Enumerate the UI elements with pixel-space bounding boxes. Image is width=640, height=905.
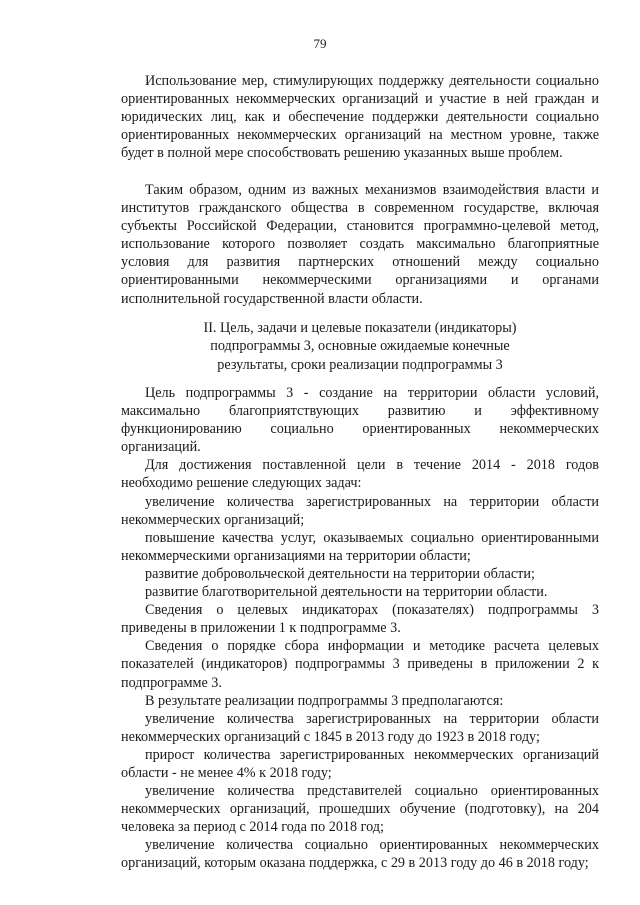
- section-heading-line-2: подпрограммы 3, основные ожидаемые конечные: [210, 338, 510, 355]
- result-item-4: увеличение количества социально ориентированных некоммерческих организаций, которым оказана поддержка, с 29 в 2013 году до 46 в 2018 году;: [121, 837, 599, 872]
- tasks-intro: Для достижения поставленной цели в течение 2014 - 2018 годов необходимо решение следующих задач:: [121, 457, 599, 492]
- results-intro: В результате реализации подпрограммы 3 предполагаются:: [145, 692, 504, 709]
- result-item-3: увеличение количества представителей социально ориентированных некоммерческих организаций, прошедших обучение (подготовку), на 204 человека за период с 2014 года по 2018 год;: [121, 783, 599, 836]
- intro-paragraph-1: Использование мер, стимулирующих поддержку деятельности социально ориентированных некоммерческих организаций и участие в ней граждан и юридических лиц, как и обеспечение поддержки деятельности социально ориентированных некоммерческих организаций на местном уровне, также будет в полной мере способствовать решению указанных выше проблем.: [121, 73, 599, 162]
- task-item-1: увеличение количества зарегистрированных на территории области некоммерческих организаций;: [121, 493, 599, 528]
- section-heading-line-1: II. Цель, задачи и целевые показатели (индикаторы): [203, 320, 517, 336]
- result-item-1: увеличение количества зарегистрированных на территории области некоммерческих организаций с 1845 в 2013 году до 1923 в 2018 году;: [121, 710, 599, 745]
- indicators-info: Сведения о целевых индикаторах (показателях) подпрограммы 3 приведены в приложении 1 к подпрограмме 3.: [121, 602, 599, 637]
- result-item-2: прирост количества зарегистрированных некоммерческих организаций области - не менее 4% к 2018 году;: [121, 746, 599, 781]
- goal-paragraph: Цель подпрограммы 3 - создание на территории области условий, максимально благоприятствующих развитию и эффективному функционированию социально ориентированных некоммерческих организаций.: [121, 385, 599, 456]
- intro-paragraph-2: Таким образом, одним из важных механизмов взаимодействия власти и институтов гражданского общества в современном государстве, включая субъекты Российской Федерации, становится программно-целевой метод, использование которого позволяет создать максимально благоприятные условия для развития партнерских отношений между социально ориентированными некоммерческими организациями и органами исполнительной государственной власти области.: [121, 182, 599, 307]
- methodology-info: Сведения о порядке сбора информации и методике расчета целевых показателей (индикаторов) подпрограммы 3 приведены в приложении 2 к подпрограмме 3.: [121, 638, 599, 691]
- section-heading: [121, 319, 599, 374]
- task-item-4: развитие благотворительной деятельности на территории области.: [145, 584, 548, 601]
- page-number: 79: [313, 36, 327, 51]
- task-item-2: повышение качества услуг, оказываемых социально ориентированными некоммерческими организациями на территории области;: [121, 529, 599, 564]
- task-item-3: развитие добровольческой деятельности на территории области;: [145, 565, 535, 582]
- section-body: [121, 384, 599, 873]
- section-heading-line-3: результаты, сроки реализации подпрограммы 3: [217, 356, 503, 373]
